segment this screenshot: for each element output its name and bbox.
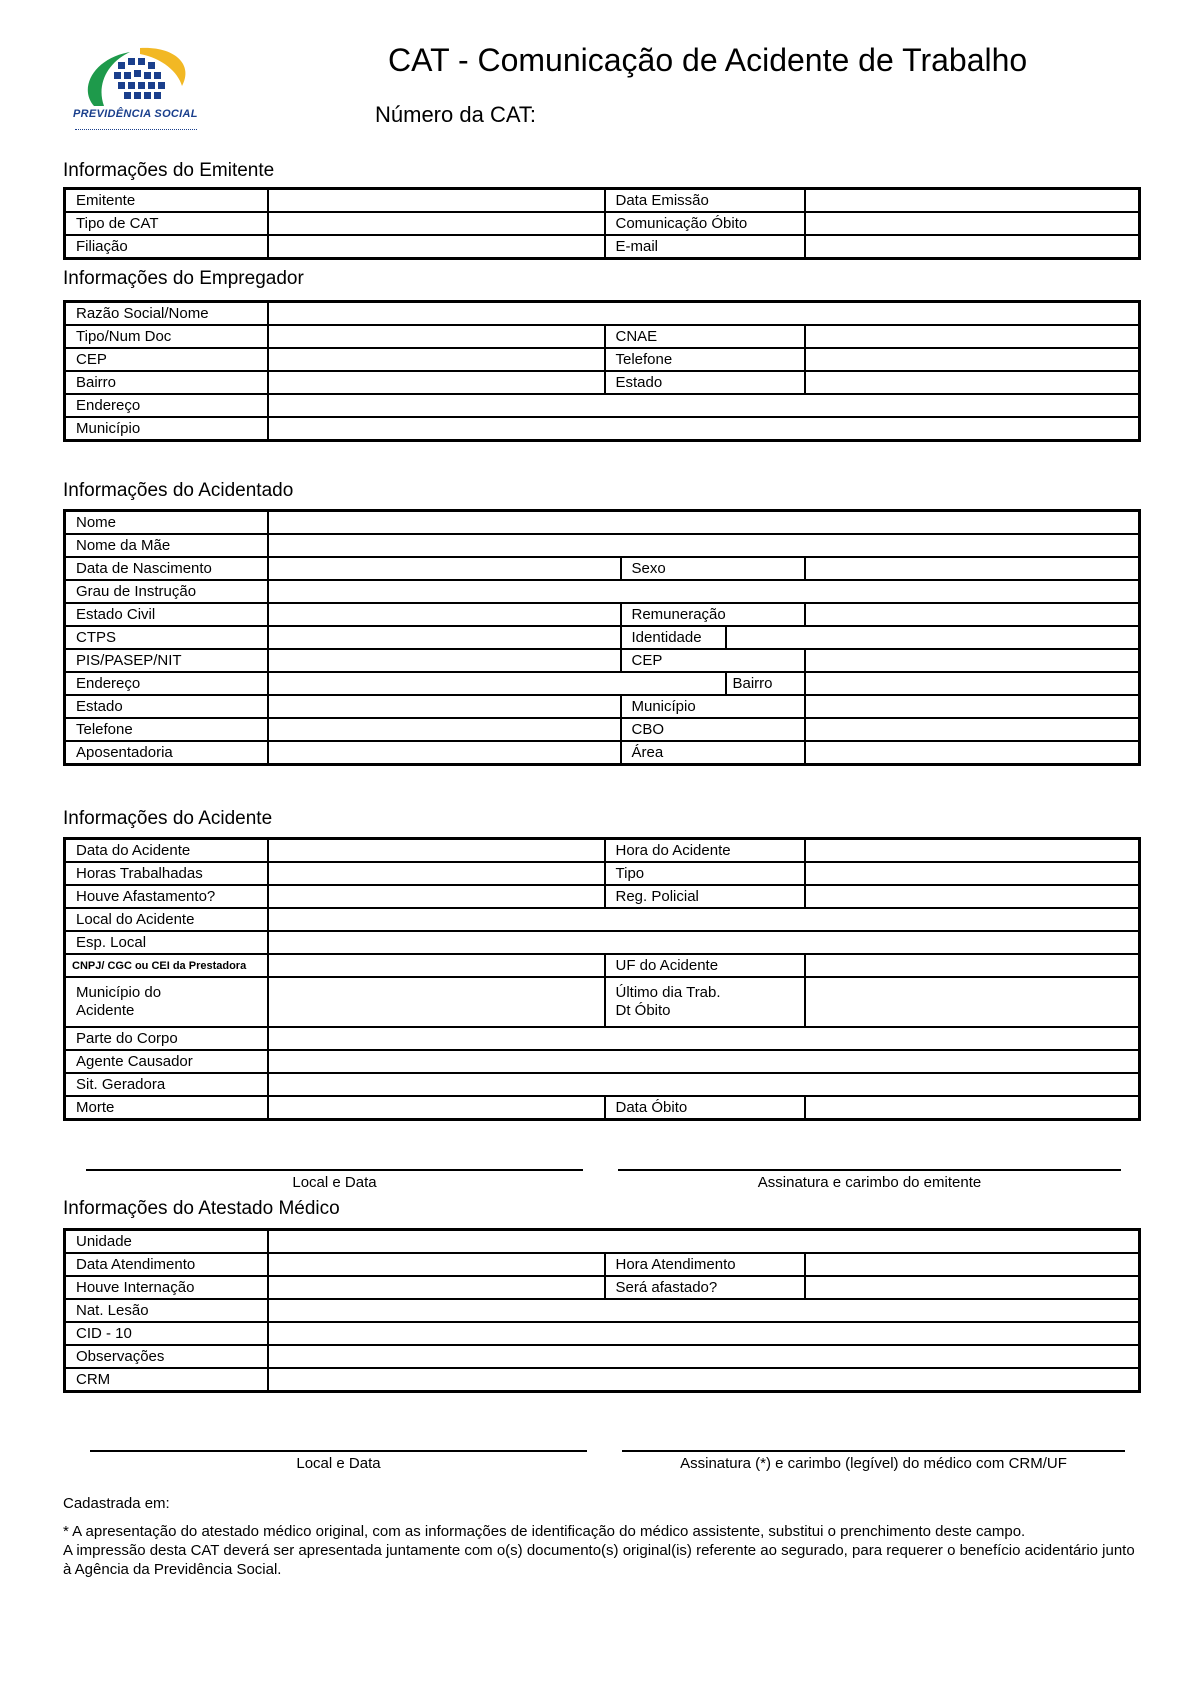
logo-subtitle-line	[75, 123, 197, 130]
filiacao-field[interactable]	[268, 235, 605, 259]
table-row	[65, 557, 1140, 580]
table-row	[65, 931, 1140, 954]
field-label: Nome da Mãe	[65, 534, 268, 557]
field-label: CTPS	[65, 626, 268, 649]
crm-field[interactable]	[268, 1368, 1140, 1392]
municipio-field[interactable]	[268, 417, 1140, 441]
sit-geradora-field[interactable]	[268, 1073, 1140, 1096]
field-label: Esp. Local	[65, 931, 268, 954]
field-label: Comunicação Óbito	[605, 212, 805, 235]
field-label: Local do Acidente	[65, 908, 268, 931]
field-label: Telefone	[605, 348, 805, 371]
field-label: Agente Causador	[65, 1050, 268, 1073]
cnpj-field[interactable]	[268, 954, 605, 977]
acidente-table	[63, 837, 1141, 1121]
tipo-cat-field[interactable]	[268, 212, 605, 235]
field-label: Data Atendimento	[65, 1253, 268, 1276]
sexo-field[interactable]	[805, 557, 1140, 580]
acidentado-table	[63, 509, 1141, 766]
data-nascimento-field[interactable]	[268, 557, 621, 580]
label-line: Município do	[76, 984, 162, 1001]
table-row	[65, 862, 1140, 885]
table-row	[65, 603, 1140, 626]
field-label: Data Emissão	[605, 189, 805, 213]
cadastrada-em-label: Cadastrada em:	[63, 1495, 170, 1512]
table-row	[65, 1096, 1140, 1120]
assinatura-medico-label: Assinatura (*) e carimbo (legível) do médico com CRM/UF	[680, 1455, 1067, 1472]
municipio-field[interactable]	[805, 695, 1140, 718]
field-label: Hora do Acidente	[605, 839, 805, 863]
table-row	[65, 371, 1140, 394]
ctps-field[interactable]	[268, 626, 621, 649]
cbo-field[interactable]	[805, 718, 1140, 741]
field-label: Aposentadoria	[65, 741, 268, 765]
field-label	[65, 977, 268, 1027]
bairro-field[interactable]	[268, 371, 605, 394]
field-label: Sexo	[621, 557, 805, 580]
sera-afastado-field[interactable]	[805, 1276, 1140, 1299]
table-row	[65, 511, 1140, 535]
field-label: CNAE	[605, 325, 805, 348]
field-label: Tipo/Num Doc	[65, 325, 268, 348]
field-label: Tipo	[605, 862, 805, 885]
estado-field[interactable]	[805, 371, 1140, 394]
signature-line-local-data-medico[interactable]	[90, 1450, 587, 1452]
footnote-impressao: A impressão desta CAT deverá ser apresentada juntamente com o(s) documento(s) original(is) referente ao segurado, para requerer o benefício acidentário junto à Agência da Previdência Social.	[63, 1542, 1135, 1578]
field-label: Remuneração	[621, 603, 805, 626]
field-label: Estado Civil	[65, 603, 268, 626]
uf-acidente-field[interactable]	[805, 954, 1140, 977]
emitente-field[interactable]	[268, 189, 605, 213]
bairro-field[interactable]	[805, 672, 1140, 695]
razao-social-field[interactable]	[268, 302, 1140, 326]
footnote-atestado: * A apresentação do atestado médico original, com as informações de identificação do médico assistente, substitui o prenchimento deste campo.	[63, 1523, 1026, 1540]
numero-cat-label: Número da CAT:	[375, 102, 536, 127]
field-label: Nat. Lesão	[65, 1299, 268, 1322]
table-row	[65, 325, 1140, 348]
field-label: Data do Acidente	[65, 839, 268, 863]
field-label: Reg. Policial	[605, 885, 805, 908]
label-line: Último dia Trab.	[615, 984, 721, 1001]
telefone-field[interactable]	[805, 348, 1140, 371]
endereco-field[interactable]	[268, 394, 1140, 417]
local-acidente-field[interactable]	[268, 908, 1140, 931]
observacoes-field[interactable]	[268, 1345, 1140, 1368]
field-label: Estado	[605, 371, 805, 394]
table-row	[65, 954, 1140, 977]
data-acidente-field[interactable]	[268, 839, 605, 863]
field-label: CBO	[621, 718, 805, 741]
field-label: Horas Trabalhadas	[65, 862, 268, 885]
section-title-atestado: Informações do Atestado Médico	[63, 1198, 340, 1219]
local-data-medico-label: Local e Data	[296, 1455, 381, 1472]
table-row	[65, 534, 1140, 557]
hora-atendimento-field[interactable]	[805, 1253, 1140, 1276]
morte-field[interactable]	[268, 1096, 605, 1120]
tipo-num-doc-field[interactable]	[268, 325, 605, 348]
table-row	[65, 672, 1140, 695]
signature-line-local-data[interactable]	[86, 1169, 583, 1171]
data-emissao-field[interactable]	[805, 189, 1140, 213]
field-label: Estado	[65, 695, 268, 718]
data-atendimento-field[interactable]	[268, 1253, 605, 1276]
aposentadoria-field[interactable]	[268, 741, 621, 765]
field-label: Filiação	[65, 235, 268, 259]
table-row	[65, 1073, 1140, 1096]
endereco-field[interactable]	[268, 672, 726, 695]
field-label: Morte	[65, 1096, 268, 1120]
section-title-empregador: Informações do Empregador	[63, 268, 304, 289]
local-data-label: Local e Data	[292, 1174, 377, 1191]
nat-lesao-field[interactable]	[268, 1299, 1140, 1322]
field-label: Observações	[65, 1345, 268, 1368]
reg-policial-field[interactable]	[805, 885, 1140, 908]
signature-line-medico[interactable]	[622, 1450, 1125, 1452]
grau-instrucao-field[interactable]	[268, 580, 1140, 603]
field-label: CRM	[65, 1368, 268, 1392]
field-label: Área	[621, 741, 805, 765]
field-label: CNPJ/ CGC ou CEI da Prestadora	[65, 954, 268, 977]
section-title-acidente: Informações do Acidente	[63, 808, 273, 829]
section-title-emitente: Informações do Emitente	[63, 160, 275, 181]
table-row	[65, 718, 1140, 741]
table-row	[65, 1276, 1140, 1299]
field-label: Município	[65, 417, 268, 441]
table-row	[65, 394, 1140, 417]
table-row	[65, 1027, 1140, 1050]
field-label: Bairro	[65, 371, 268, 394]
table-row	[65, 1050, 1140, 1073]
estado-civil-field[interactable]	[268, 603, 621, 626]
pis-field[interactable]	[268, 649, 621, 672]
field-label: Data Óbito	[605, 1096, 805, 1120]
table-row	[65, 1299, 1140, 1322]
cid-field[interactable]	[268, 1322, 1140, 1345]
field-label: Telefone	[65, 718, 268, 741]
table-row	[65, 695, 1140, 718]
remuneracao-field[interactable]	[805, 603, 1140, 626]
field-label: Tipo de CAT	[65, 212, 268, 235]
field-label: Será afastado?	[605, 1276, 805, 1299]
field-label: Bairro	[726, 672, 805, 695]
table-row	[65, 302, 1140, 326]
field-label: CID - 10	[65, 1322, 268, 1345]
field-label: UF do Acidente	[605, 954, 805, 977]
comunicacao-obito-field[interactable]	[805, 212, 1140, 235]
hora-acidente-field[interactable]	[805, 839, 1140, 863]
field-label: Endereço	[65, 672, 268, 695]
table-row	[65, 235, 1140, 259]
table-row	[65, 1345, 1140, 1368]
table-row	[65, 212, 1140, 235]
table-row	[65, 741, 1140, 765]
table-row	[65, 839, 1140, 863]
table-row	[65, 1230, 1140, 1254]
cep-field[interactable]	[268, 348, 605, 371]
field-label: E-mail	[605, 235, 805, 259]
field-label: Nome	[65, 511, 268, 535]
esp-local-field[interactable]	[268, 931, 1140, 954]
table-row	[65, 908, 1140, 931]
area-field[interactable]	[805, 741, 1140, 765]
table-row	[65, 1368, 1140, 1392]
ultimo-dia-field[interactable]	[805, 977, 1140, 1027]
data-obito-field[interactable]	[805, 1096, 1140, 1120]
identidade-field[interactable]	[726, 626, 1140, 649]
empregador-table	[63, 300, 1141, 442]
field-label: CEP	[65, 348, 268, 371]
field-label: Hora Atendimento	[605, 1253, 805, 1276]
table-row	[65, 1253, 1140, 1276]
unidade-field[interactable]	[268, 1230, 1140, 1254]
table-row	[65, 348, 1140, 371]
field-label: Razão Social/Nome	[65, 302, 268, 326]
municipio-acidente-field[interactable]	[268, 977, 605, 1027]
table-row	[65, 189, 1140, 213]
atestado-table	[63, 1228, 1141, 1393]
label-line: Dt Óbito	[615, 1002, 671, 1019]
field-label: Houve Afastamento?	[65, 885, 268, 908]
field-label: Município	[621, 695, 805, 718]
field-label: Endereço	[65, 394, 268, 417]
parte-corpo-field[interactable]	[268, 1027, 1140, 1050]
nome-field[interactable]	[268, 511, 1140, 535]
estado-field[interactable]	[268, 695, 621, 718]
telefone-field[interactable]	[268, 718, 621, 741]
horas-trabalhadas-field[interactable]	[268, 862, 605, 885]
table-row	[65, 649, 1140, 672]
logo-text: PREVIDÊNCIA SOCIAL	[73, 108, 198, 120]
table-row	[65, 885, 1140, 908]
table-row	[65, 417, 1140, 441]
field-label: Sit. Geradora	[65, 1073, 268, 1096]
table-row	[65, 977, 1140, 1027]
houve-internacao-field[interactable]	[268, 1276, 605, 1299]
field-label: Data de Nascimento	[65, 557, 268, 580]
nome-mae-field[interactable]	[268, 534, 1140, 557]
houve-afastamento-field[interactable]	[268, 885, 605, 908]
field-label: Houve Internação	[65, 1276, 268, 1299]
cnae-field[interactable]	[805, 325, 1140, 348]
field-label: Identidade	[621, 626, 726, 649]
cep-field[interactable]	[805, 649, 1140, 672]
agente-causador-field[interactable]	[268, 1050, 1140, 1073]
email-field[interactable]	[805, 235, 1140, 259]
field-label: Parte do Corpo	[65, 1027, 268, 1050]
field-label: Emitente	[65, 189, 268, 213]
section-title-acidentado: Informações do Acidentado	[63, 480, 294, 501]
field-label	[605, 977, 805, 1027]
tipo-field[interactable]	[805, 862, 1140, 885]
field-label: PIS/PASEP/NIT	[65, 649, 268, 672]
table-row	[65, 626, 1140, 649]
assinatura-emitente-label: Assinatura e carimbo do emitente	[757, 1174, 982, 1191]
signature-line-emitente[interactable]	[618, 1169, 1121, 1171]
field-label: Unidade	[65, 1230, 268, 1254]
field-label: CEP	[621, 649, 805, 672]
field-label: Grau de Instrução	[65, 580, 268, 603]
page-title: CAT - Comunicação de Acidente de Trabalho	[388, 42, 1028, 78]
table-row	[65, 580, 1140, 603]
table-row	[65, 1322, 1140, 1345]
label-line: Acidente	[76, 1002, 135, 1019]
emitente-table	[63, 187, 1141, 260]
